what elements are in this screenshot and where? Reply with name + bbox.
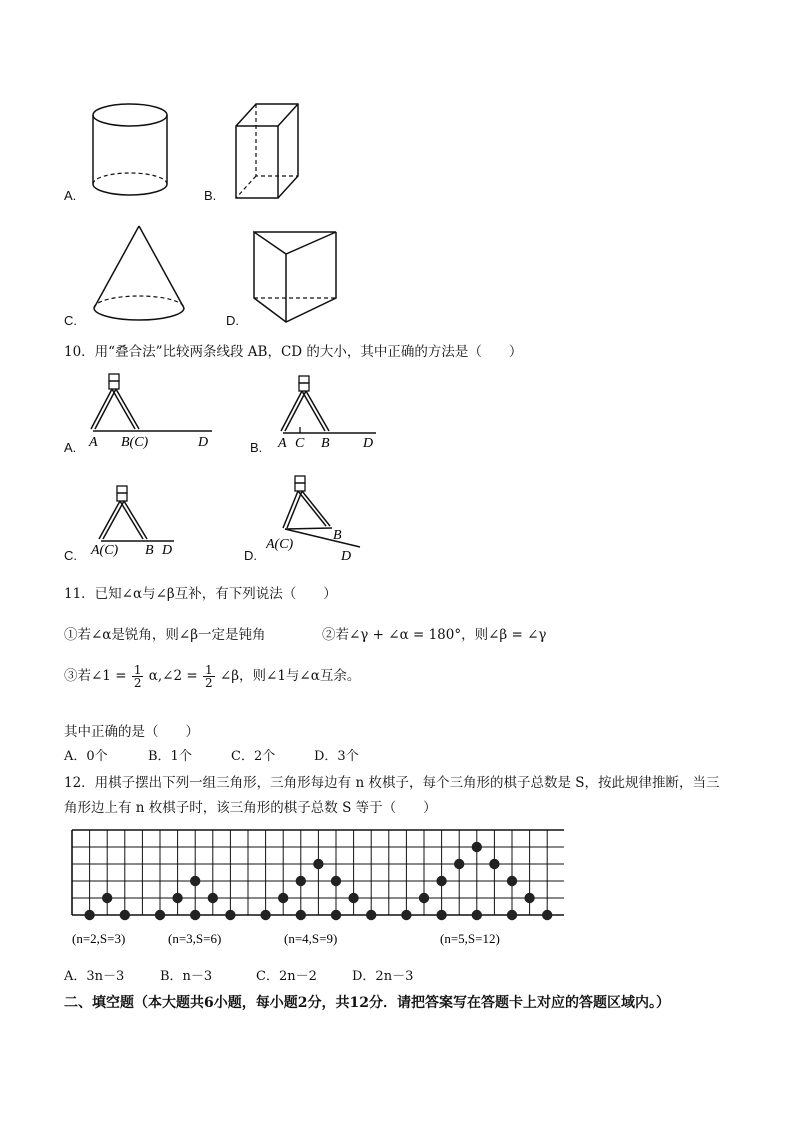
checker-stone — [225, 910, 235, 920]
q11-option-d: D．3个 — [314, 749, 359, 764]
q11-s3-mid2: ∠β，则∠1与∠α互余。 — [219, 668, 361, 684]
checker-stone — [190, 910, 200, 920]
point-d: D — [198, 435, 209, 450]
checker-stone — [507, 910, 517, 920]
point-a-c: A(C) — [91, 543, 119, 558]
checker-stone — [454, 859, 464, 869]
q10-option-c-label: C. — [64, 548, 77, 563]
q12-checker-board-figure — [66, 826, 564, 952]
q11-statement-3 — [64, 664, 360, 689]
q12-option-d: D．2n－3 — [352, 969, 414, 984]
q10-stem: 10．用“叠合法”比较两条线段 AB，CD 的大小，其中正确的方法是（ ） — [64, 344, 523, 360]
checker-stone — [296, 876, 306, 886]
checker-stone — [507, 876, 517, 886]
q9-option-a-label: A. — [64, 188, 77, 203]
point-a: A — [278, 436, 287, 451]
fraction-one-half — [132, 664, 144, 689]
q12-option-c: C．2n－2 — [256, 969, 317, 984]
point-c: C — [295, 436, 305, 451]
checker-stone — [542, 910, 552, 920]
q11-s3-mid1: α,∠2 = — [148, 668, 198, 684]
checker-stone — [260, 910, 270, 920]
checker-stone — [331, 910, 341, 920]
q11-statement-1: ①若∠α是锐角，则∠β一定是钝角 — [64, 627, 266, 643]
checker-stone — [190, 876, 200, 886]
point-d: D — [363, 436, 374, 451]
fraction-numerator: 1 — [204, 663, 213, 677]
point-b: B — [321, 436, 330, 451]
q12-option-a: A．3n－3 — [64, 969, 125, 984]
checker-stone — [331, 876, 341, 886]
checker-stone — [524, 893, 534, 903]
point-b: B — [145, 543, 154, 558]
checker-stone — [401, 910, 411, 920]
caption-n4: (n=4,S=9) — [284, 931, 338, 946]
cone-figure — [90, 222, 188, 326]
q10-compass-figure-c — [90, 484, 180, 560]
checker-stone — [120, 910, 130, 920]
checker-stone — [313, 859, 323, 869]
point-b: B — [333, 528, 342, 543]
board-grid — [72, 830, 564, 915]
checker-stone — [472, 910, 482, 920]
fraction-denominator: 2 — [204, 676, 213, 690]
q11-option-a: A．0个 — [64, 749, 108, 764]
fraction-numerator: 1 — [133, 663, 142, 677]
q11-option-c: C．2个 — [231, 749, 276, 764]
point-a-c: A(C) — [266, 537, 294, 552]
fraction-one-half — [203, 664, 215, 689]
q9-option-c-label: C. — [64, 313, 77, 328]
q10-compass-figure-d — [266, 474, 366, 564]
q11-prompt: 其中正确的是（ ） — [64, 724, 199, 740]
checker-stone — [436, 910, 446, 920]
q11-stem: 11．已知∠α与∠β互补，有下列说法（ ） — [64, 586, 337, 602]
checker-stone — [366, 910, 376, 920]
q10-compass-figure-b — [272, 374, 382, 452]
checker-stone — [84, 910, 94, 920]
cylinder-figure — [88, 100, 172, 202]
q10-option-d-label: D. — [244, 548, 257, 563]
checker-stone — [208, 893, 218, 903]
q11-option-b: B．1个 — [148, 749, 192, 764]
q12-option-b: B．n－3 — [160, 969, 213, 984]
checker-stone — [489, 859, 499, 869]
caption-n5: (n=5,S=12) — [440, 931, 500, 946]
q9-option-d-label: D. — [226, 313, 239, 328]
point-a: A — [89, 435, 98, 450]
checker-stone — [278, 893, 288, 903]
q10-option-a-label: A. — [64, 440, 77, 455]
checker-stone — [102, 893, 112, 903]
point-b-c: B(C) — [121, 435, 149, 450]
caption-n3: (n=3,S=6) — [168, 931, 222, 946]
q10-compass-figure-a — [84, 372, 224, 452]
fraction-denominator: 2 — [133, 676, 142, 690]
checker-stone — [155, 910, 165, 920]
caption-n2: (n=2,S=3) — [72, 931, 126, 946]
q11-statement-2: ②若∠γ + ∠α = 180°，则∠β = ∠γ — [322, 627, 547, 643]
checker-stone — [348, 893, 358, 903]
q12-stem-line-2: 角形边上有 n 枚棋子时，该三角形的棋子总数 S 等于（ ） — [64, 800, 437, 816]
checker-stone — [296, 910, 306, 920]
cuboid-figure — [230, 98, 304, 204]
q12-stem-line-1: 12．用棋子摆出下列一组三角形，三角形每边有 n 枚棋子，每个三角形的棋子总数是 S，按此规律推断，当三 — [64, 775, 720, 791]
q10-option-b-label: B. — [250, 440, 263, 455]
checker-stone — [436, 876, 446, 886]
checker-stone — [472, 842, 482, 852]
point-d: D — [341, 549, 352, 564]
checker-stone — [419, 893, 429, 903]
point-d: D — [162, 543, 173, 558]
q11-s3-prefix: ③若∠1 = — [64, 668, 127, 684]
section-2-heading: 二、填空题（本大题共6小题，每小题2分，共12分．请把答案写在答题卡上对应的答题区域内。） — [64, 995, 670, 1011]
q9-option-b-label: B. — [204, 188, 217, 203]
checker-stone — [172, 893, 182, 903]
triangular-prism-figure — [250, 226, 342, 326]
